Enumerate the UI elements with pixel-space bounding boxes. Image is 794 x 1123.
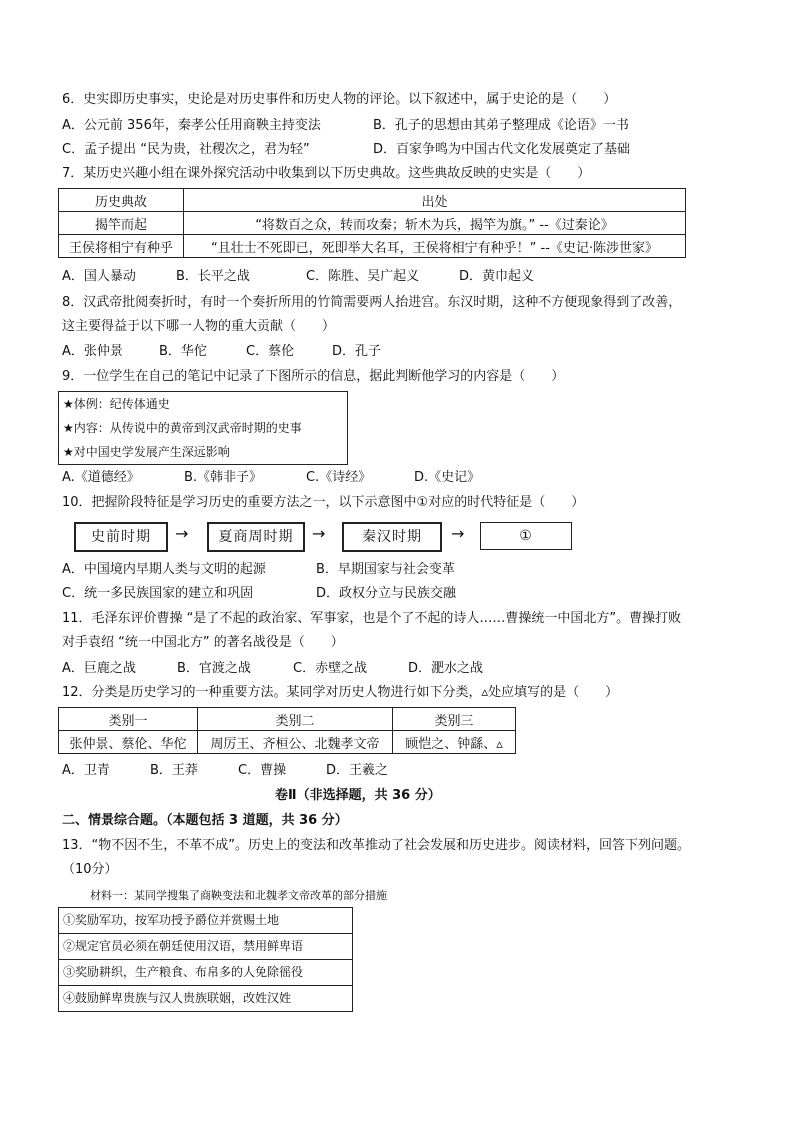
q10-option-c[interactable]: C．统一多民族国家的建立和巩固 (62, 586, 254, 601)
q7-options (62, 268, 534, 286)
table-row (59, 731, 516, 754)
q12-options (62, 762, 388, 780)
q11-option-a[interactable]: A．巨鹿之战 (62, 661, 136, 676)
table-cell: “将数百之众，转而攻秦；斩木为兵，揭竿为旗。” --《过秦论》 (184, 212, 686, 235)
q6-options-row1 (62, 117, 629, 135)
q8-option-d[interactable]: D．孔子 (332, 344, 382, 359)
q8-option-a[interactable]: A．张仲景 (62, 344, 123, 359)
q10-options-row1 (62, 561, 455, 579)
q6-option-a[interactable]: A．公元前 356年，秦孝公任用商鞅主持变法 (62, 118, 321, 133)
flow-box-blank: ① (480, 522, 572, 550)
q8-option-c[interactable]: C．蔡伦 (246, 344, 295, 359)
table-cell: 顾恺之、钟繇、▵ (393, 731, 516, 754)
q6-option-d[interactable]: D．百家争鸣为中国古代文化发展奠定了基础 (373, 142, 631, 157)
q7-option-d[interactable]: D．黄巾起义 (459, 269, 535, 284)
material-title: 材料一：某同学搜集了商鞅变法和北魏孝文帝改革的部分措施 (90, 889, 387, 902)
q12-option-c[interactable]: C．曹操 (238, 763, 287, 778)
q10-option-a[interactable]: A．中国境内早期人类与文明的起源 (62, 562, 266, 577)
flow-box-xia-shang-zhou: 夏商周时期 (207, 522, 305, 552)
measure-item: ③奖励耕织，生产粮食、布帛多的人免除徭役 (59, 960, 352, 986)
q11-option-c[interactable]: C．赤壁之战 (293, 661, 368, 676)
table-cell: 揭竿而起 (59, 212, 184, 235)
table-cell: 王侯将相宁有种乎 (59, 235, 184, 258)
note-item: ★体例：纪传体通史 (63, 397, 170, 411)
table-header-cell: 类别一 (59, 708, 198, 731)
measure-item: ②规定官员必须在朝廷使用汉语，禁用鲜卑语 (59, 934, 352, 960)
q10-option-b[interactable]: B．早期国家与社会变革 (316, 562, 455, 577)
q9-option-a[interactable]: A.《道德经》 (62, 470, 140, 485)
flow-box-qin-han: 秦汉时期 (342, 522, 442, 552)
section-heading: 二、情景综合题。（本题包括 3 道题，共 36 分） (62, 813, 348, 828)
note-item: ★内容：从传说中的黄帝到汉武帝时期的史事 (63, 421, 302, 435)
q7-option-a[interactable]: A．国人暴动 (62, 269, 136, 284)
q7-table (58, 188, 686, 258)
q7-option-c[interactable]: C．陈胜、吴广起义 (306, 269, 420, 284)
q8-stem-line2: 这主要得益于以下哪一人物的重大贡献（ ） (62, 319, 336, 334)
table-cell: “且壮士不死即已，死即举大名耳，王侯将相宁有种乎！” --《史记·陈涉世家》 (184, 235, 686, 258)
q6-options-row2 (62, 141, 630, 159)
table-header-row (59, 708, 516, 731)
q11-option-d[interactable]: D．淝水之战 (408, 661, 484, 676)
q6-option-b[interactable]: B．孔子的思想由其弟子整理成《论语》一书 (373, 118, 629, 133)
q9-options (62, 469, 480, 487)
table-row (59, 212, 686, 235)
q7-option-b[interactable]: B．长平之战 (176, 269, 250, 284)
q9-option-b[interactable]: B.《韩非子》 (184, 470, 263, 485)
measure-item: ①奖励军功，按军功授予爵位并赏赐土地 (59, 908, 352, 934)
arrow-icon: → (451, 524, 465, 543)
q12-option-a[interactable]: A．卫青 (62, 763, 110, 778)
q9-option-d[interactable]: D.《史记》 (414, 470, 481, 485)
table-header-cell: 历史典故 (59, 189, 184, 212)
arrow-icon: → (175, 524, 189, 543)
q9-stem: 9．一位学生在自己的笔记中记录了下图所示的信息，据此判断他学习的内容是（ ） (62, 369, 565, 384)
note-item: ★对中国史学发展产生深远影响 (63, 445, 230, 459)
table-cell: 周厉王、齐桓公、北魏孝文帝 (198, 731, 393, 754)
q11-stem-line2: 对手袁绍 “统一中国北方” 的著名战役是（ ） (62, 635, 344, 650)
table-header-cell: 类别二 (198, 708, 393, 731)
table-header-cell: 类别三 (393, 708, 516, 731)
q9-option-c[interactable]: C.《诗经》 (306, 470, 372, 485)
q10-options-row2 (62, 585, 456, 603)
q12-stem: 12．分类是历史学习的一种重要方法。某同学对历史人物进行如下分类，▵处应填写的是（ ） (62, 685, 619, 700)
table-header-row (59, 189, 686, 212)
q11-stem-line1: 11．毛泽东评价曹操 “是了不起的政治家、军事家，也是个了不起的诗人……曹操统一中国北方”。曹操打败 (62, 611, 682, 626)
q8-options (62, 343, 381, 361)
q6-stem: 6．史实即历史事实，史论是对历史事件和历史人物的评论。以下叙述中，属于史论的是（ ） (62, 92, 617, 107)
q12-option-d[interactable]: D．王羲之 (326, 763, 389, 778)
material-measures-box (58, 907, 353, 1012)
table-row (59, 235, 686, 258)
arrow-icon: → (312, 524, 326, 543)
q12-option-b[interactable]: B．王莽 (150, 763, 198, 778)
q11-options (62, 660, 483, 678)
q12-table (58, 707, 516, 754)
q10-option-d[interactable]: D．政权分立与民族交融 (316, 586, 457, 601)
q8-stem-line1: 8．汉武帝批阅奏折时，有时一个奏折所用的竹简需要两人抬进宫。东汉时期，这种不方便现象得到了改善， (62, 295, 682, 310)
q13-stem-line2: （10分） (62, 862, 118, 877)
q7-stem: 7．某历史兴趣小组在课外探究活动中收集到以下历史典故。这些典故反映的史实是（ ） (62, 166, 591, 181)
q6-option-c[interactable]: C．孟子提出 “民为贵，社稷次之，君为轻” (62, 142, 310, 157)
table-cell: 张仲景、蔡伦、华佗 (59, 731, 198, 754)
q8-option-b[interactable]: B．华佗 (159, 344, 207, 359)
table-header-cell: 出处 (184, 189, 686, 212)
flow-box-prehistoric: 史前时期 (74, 522, 168, 552)
q13-stem-line1: 13．“物不因不生，不革不成”。历史上的变法和改革推动了社会发展和历史进步。阅读材料，回答下列问题。 (62, 838, 691, 853)
q11-option-b[interactable]: B．官渡之战 (177, 661, 251, 676)
q9-notes-box (58, 391, 348, 465)
measure-item: ④鼓励鲜卑贵族与汉人贵族联姻，改姓汉姓 (63, 991, 292, 1005)
q10-stem: 10．把握阶段特征是学习历史的重要方法之一，以下示意图中①对应的时代特征是（ ） (62, 495, 585, 510)
part2-title: 卷Ⅱ（非选择题，共 36 分） (275, 788, 441, 803)
